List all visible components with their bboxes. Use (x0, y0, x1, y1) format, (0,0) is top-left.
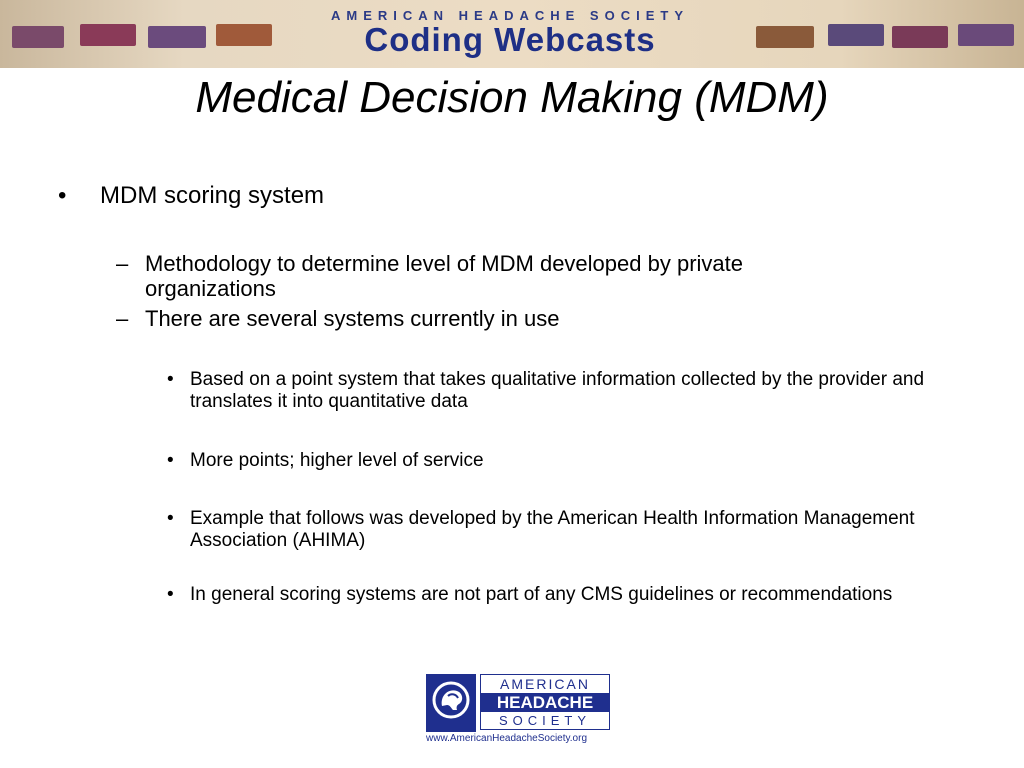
banner-decoration (958, 24, 1014, 46)
bullet-icon: • (167, 584, 174, 605)
bullet-level3 (167, 369, 967, 413)
banner-decoration (756, 26, 814, 48)
head-profile-icon (426, 674, 476, 732)
banner-decoration (148, 26, 206, 48)
logo-line-american: AMERICAN (500, 676, 590, 692)
logo-wordmark (480, 674, 610, 730)
bullet-text: Based on a point system that takes qualitative information collected by the provider and translates it into quantitative data (190, 369, 925, 412)
header-banner (0, 0, 1024, 68)
banner-decoration (216, 24, 272, 46)
bullet-icon: • (167, 508, 174, 529)
slide-title: Medical Decision Making (MDM) (195, 73, 829, 122)
logo-line-society: SOCIETY (498, 713, 592, 728)
banner-series-title: Coding Webcasts (364, 21, 656, 58)
dash-icon: – (116, 251, 129, 276)
logo-line-headache: HEADACHE (481, 693, 609, 712)
bullet-level2 (116, 251, 916, 301)
bullet-level3 (167, 584, 967, 606)
bullet-text: There are several systems currently in use (145, 306, 560, 331)
bullet-level2 (116, 306, 916, 331)
ahs-logo (426, 674, 612, 746)
banner-decoration (892, 26, 948, 48)
bullet-icon: • (167, 450, 174, 471)
banner-decoration (80, 24, 136, 46)
banner-society-name: AMERICAN HEADACHE SOCIETY (330, 8, 689, 23)
bullet-text: In general scoring systems are not part of any CMS guidelines or recommendations (190, 584, 893, 605)
logo-url: www.AmericanHeadacheSociety.org (426, 733, 588, 744)
banner-decoration (12, 26, 64, 48)
bullet-text: Example that follows was developed by the American Health Information Management Association (AHIMA) (190, 508, 915, 551)
bullet-text: More points; higher level of service (190, 450, 484, 471)
bullet-icon: • (167, 369, 174, 390)
bullet-level3 (167, 450, 967, 472)
bullet-icon: • (58, 182, 67, 209)
dash-icon: – (116, 306, 129, 331)
bullet-level3 (167, 508, 967, 552)
bullet-text: Methodology to determine level of MDM developed by private organizations (145, 251, 743, 301)
banner-decoration (828, 24, 884, 46)
bullet-text: MDM scoring system (100, 182, 325, 209)
